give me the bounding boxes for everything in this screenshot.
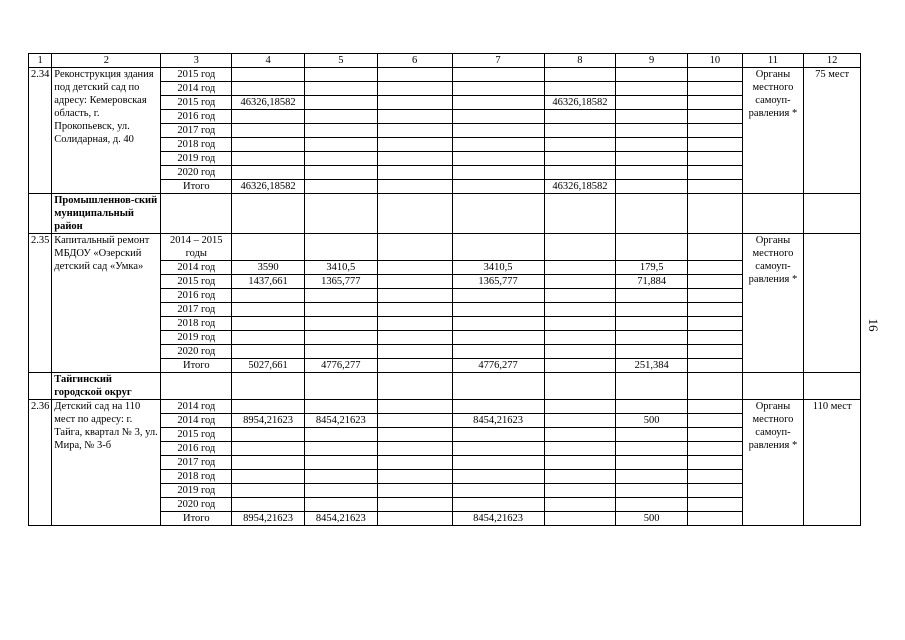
amount-cell (688, 414, 743, 428)
amount-cell (688, 317, 743, 331)
amount-cell (452, 152, 544, 166)
amount-cell (688, 512, 743, 526)
amount-cell (616, 456, 688, 470)
amount-cell (616, 96, 688, 110)
year-cell: 2015 год (161, 96, 232, 110)
amount-cell (452, 96, 544, 110)
amount-cell (616, 234, 688, 261)
table-row (29, 400, 861, 414)
amount-cell (377, 470, 452, 484)
amount-cell (544, 68, 616, 82)
amount-cell: 46326,18582 (544, 96, 616, 110)
amount-cell (688, 484, 743, 498)
amount-cell (377, 275, 452, 289)
amount-cell (304, 442, 377, 456)
amount-cell (452, 456, 544, 470)
amount-cell (616, 110, 688, 124)
amount-cell (304, 484, 377, 498)
amount-cell (232, 110, 305, 124)
amount-cell (377, 166, 452, 180)
column-number-header: 1 (29, 54, 52, 68)
amount-cell: 46326,18582 (232, 180, 305, 194)
column-number-header: 5 (304, 54, 377, 68)
amount-cell (232, 152, 305, 166)
amount-cell (544, 331, 616, 345)
amount-cell (544, 512, 616, 526)
amount-cell: 8954,21623 (232, 512, 305, 526)
year-cell: 2017 год (161, 456, 232, 470)
amount-cell (544, 289, 616, 303)
amount-cell (304, 68, 377, 82)
amount-cell (544, 345, 616, 359)
amount-cell (688, 275, 743, 289)
program-table (28, 53, 861, 526)
empty-cell (232, 373, 305, 400)
amount-cell (544, 484, 616, 498)
amount-cell (452, 484, 544, 498)
amount-cell (377, 414, 452, 428)
item-number: 2.35 (29, 234, 52, 373)
table-body (29, 54, 861, 526)
amount-cell (688, 152, 743, 166)
year-cell: 2020 год (161, 498, 232, 512)
empty-cell (544, 373, 616, 400)
amount-cell (544, 414, 616, 428)
amount-cell (377, 331, 452, 345)
amount-cell (544, 498, 616, 512)
empty-cell (616, 194, 688, 234)
amount-cell (304, 470, 377, 484)
amount-cell (688, 124, 743, 138)
year-cell: 2017 год (161, 124, 232, 138)
amount-cell (616, 303, 688, 317)
amount-cell (688, 289, 743, 303)
year-cell: Итого (161, 512, 232, 526)
empty-cell (377, 194, 452, 234)
amount-cell (544, 110, 616, 124)
empty-cell (452, 194, 544, 234)
amount-cell (304, 96, 377, 110)
amount-cell (544, 470, 616, 484)
amount-cell (452, 498, 544, 512)
empty-cell (742, 194, 804, 234)
year-cell: Итого (161, 180, 232, 194)
amount-cell (616, 345, 688, 359)
amount-cell (452, 289, 544, 303)
amount-cell (452, 166, 544, 180)
amount-cell (544, 317, 616, 331)
amount-cell (304, 166, 377, 180)
amount-cell (377, 138, 452, 152)
amount-cell (616, 180, 688, 194)
amount-cell (377, 303, 452, 317)
amount-cell (452, 110, 544, 124)
amount-cell (452, 303, 544, 317)
amount-cell (232, 345, 305, 359)
amount-cell (452, 317, 544, 331)
amount-cell: 8454,21623 (304, 414, 377, 428)
amount-cell (616, 152, 688, 166)
amount-cell (232, 400, 305, 414)
empty-cell (544, 194, 616, 234)
amount-cell (232, 470, 305, 484)
year-cell: 2014 год (161, 82, 232, 96)
amount-cell (377, 456, 452, 470)
amount-cell (377, 152, 452, 166)
amount-cell (544, 124, 616, 138)
amount-cell (688, 456, 743, 470)
amount-cell (232, 442, 305, 456)
year-cell: 2014 – 2015 годы (161, 234, 232, 261)
empty-cell (616, 373, 688, 400)
amount-cell: 46326,18582 (232, 96, 305, 110)
empty-cell (452, 373, 544, 400)
column-number-header: 6 (377, 54, 452, 68)
amount-cell (377, 96, 452, 110)
amount-cell (304, 124, 377, 138)
table-row (29, 234, 861, 261)
amount-cell (616, 470, 688, 484)
amount-cell (544, 442, 616, 456)
amount-cell (377, 82, 452, 96)
amount-cell (688, 138, 743, 152)
amount-cell (616, 317, 688, 331)
amount-cell (452, 180, 544, 194)
amount-cell (232, 68, 305, 82)
amount-cell (616, 124, 688, 138)
amount-cell: 3410,5 (304, 261, 377, 275)
year-cell: 2016 год (161, 110, 232, 124)
amount-cell (544, 303, 616, 317)
amount-cell (544, 82, 616, 96)
amount-cell: 500 (616, 414, 688, 428)
amount-cell (616, 289, 688, 303)
amount-cell (452, 331, 544, 345)
amount-cell (616, 82, 688, 96)
amount-cell (377, 234, 452, 261)
amount-cell (232, 166, 305, 180)
amount-cell (688, 331, 743, 345)
amount-cell (377, 498, 452, 512)
amount-cell (688, 234, 743, 261)
amount-cell (232, 484, 305, 498)
section-row (29, 373, 861, 400)
amount-cell (688, 470, 743, 484)
amount-cell (304, 289, 377, 303)
amount-cell (616, 166, 688, 180)
amount-cell (304, 317, 377, 331)
responsible-agency: Органы местного самоуп-равления * (742, 68, 804, 194)
empty-cell (804, 373, 861, 400)
column-number-header: 12 (804, 54, 861, 68)
amount-cell (232, 317, 305, 331)
amount-cell (232, 498, 305, 512)
amount-cell (452, 345, 544, 359)
amount-cell (232, 124, 305, 138)
amount-cell (616, 484, 688, 498)
amount-cell (377, 345, 452, 359)
capacity-cell (804, 234, 861, 373)
amount-cell (616, 68, 688, 82)
amount-cell (688, 345, 743, 359)
capacity-cell: 110 мест (804, 400, 861, 526)
amount-cell (377, 428, 452, 442)
item-number: 2.34 (29, 68, 52, 194)
amount-cell (377, 261, 452, 275)
amount-cell (616, 428, 688, 442)
amount-cell (688, 96, 743, 110)
amount-cell (232, 82, 305, 96)
amount-cell (688, 498, 743, 512)
empty-cell (29, 373, 52, 400)
section-title: Промышленнов-ский муниципальный район (52, 194, 161, 234)
amount-cell (616, 400, 688, 414)
amount-cell (304, 152, 377, 166)
empty-cell (804, 194, 861, 234)
year-cell: 2015 год (161, 68, 232, 82)
amount-cell (377, 317, 452, 331)
amount-cell (544, 234, 616, 261)
capacity-cell: 75 мест (804, 68, 861, 194)
column-number-header: 10 (688, 54, 743, 68)
empty-cell (29, 194, 52, 234)
empty-cell (161, 373, 232, 400)
amount-cell (304, 456, 377, 470)
year-cell: 2016 год (161, 289, 232, 303)
amount-cell (688, 303, 743, 317)
header-row (29, 54, 861, 68)
amount-cell (232, 289, 305, 303)
amount-cell (688, 359, 743, 373)
amount-cell (688, 110, 743, 124)
year-cell: 2020 год (161, 345, 232, 359)
column-number-header: 11 (742, 54, 804, 68)
amount-cell: 8454,21623 (452, 414, 544, 428)
item-name: Реконструкция здания под детский сад по адресу: Кемеровская область, г. Прокопьевск, ул. Солидарная, д. 40 (52, 68, 161, 194)
year-cell: 2014 год (161, 414, 232, 428)
year-cell: 2018 год (161, 317, 232, 331)
amount-cell (377, 400, 452, 414)
amount-cell (377, 110, 452, 124)
column-number-header: 8 (544, 54, 616, 68)
amount-cell (452, 428, 544, 442)
amount-cell: 4776,277 (452, 359, 544, 373)
amount-cell (616, 442, 688, 456)
amount-cell (688, 261, 743, 275)
year-cell: Итого (161, 359, 232, 373)
amount-cell: 5027,661 (232, 359, 305, 373)
amount-cell (304, 331, 377, 345)
amount-cell (232, 138, 305, 152)
amount-cell: 4776,277 (304, 359, 377, 373)
amount-cell (304, 303, 377, 317)
year-cell: 2014 год (161, 400, 232, 414)
year-cell: 2015 год (161, 428, 232, 442)
amount-cell (688, 180, 743, 194)
amount-cell (688, 82, 743, 96)
amount-cell: 179,5 (616, 261, 688, 275)
amount-cell (304, 180, 377, 194)
amount-cell (377, 68, 452, 82)
amount-cell (544, 275, 616, 289)
amount-cell: 500 (616, 512, 688, 526)
amount-cell (304, 138, 377, 152)
amount-cell: 8454,21623 (452, 512, 544, 526)
amount-cell (616, 498, 688, 512)
amount-cell (304, 345, 377, 359)
amount-cell (544, 261, 616, 275)
amount-cell: 8454,21623 (304, 512, 377, 526)
amount-cell (232, 331, 305, 345)
empty-cell (742, 373, 804, 400)
amount-cell (544, 400, 616, 414)
amount-cell (544, 428, 616, 442)
amount-cell (616, 331, 688, 345)
amount-cell (544, 359, 616, 373)
column-number-header: 2 (52, 54, 161, 68)
amount-cell (452, 442, 544, 456)
amount-cell (688, 428, 743, 442)
amount-cell (452, 82, 544, 96)
year-cell: 2016 год (161, 442, 232, 456)
year-cell: 2017 год (161, 303, 232, 317)
amount-cell (544, 456, 616, 470)
amount-cell (377, 124, 452, 138)
amount-cell (304, 82, 377, 96)
column-number-header: 4 (232, 54, 305, 68)
responsible-agency: Органы местного самоуп-равления * (742, 234, 804, 373)
amount-cell (544, 166, 616, 180)
responsible-agency: Органы местного самоуп-равления * (742, 400, 804, 526)
amount-cell: 1365,777 (304, 275, 377, 289)
item-number: 2.36 (29, 400, 52, 526)
amount-cell: 1365,777 (452, 275, 544, 289)
amount-cell: 3410,5 (452, 261, 544, 275)
amount-cell: 3590 (232, 261, 305, 275)
empty-cell (161, 194, 232, 234)
empty-cell (304, 194, 377, 234)
amount-cell (452, 234, 544, 261)
amount-cell (688, 400, 743, 414)
amount-cell (377, 289, 452, 303)
amount-cell: 46326,18582 (544, 180, 616, 194)
amount-cell (304, 498, 377, 512)
amount-cell (377, 484, 452, 498)
amount-cell (616, 138, 688, 152)
section-title: Тайгинский городской округ (52, 373, 161, 400)
amount-cell (544, 138, 616, 152)
amount-cell (232, 234, 305, 261)
amount-cell: 1437,661 (232, 275, 305, 289)
empty-cell (377, 373, 452, 400)
amount-cell: 251,384 (616, 359, 688, 373)
year-cell: 2018 год (161, 470, 232, 484)
amount-cell (232, 428, 305, 442)
amount-cell (304, 400, 377, 414)
amount-cell (452, 400, 544, 414)
amount-cell (377, 442, 452, 456)
amount-cell (304, 110, 377, 124)
empty-cell (688, 194, 743, 234)
year-cell: 2019 год (161, 484, 232, 498)
column-number-header: 3 (161, 54, 232, 68)
year-cell: 2019 год (161, 331, 232, 345)
amount-cell (232, 456, 305, 470)
year-cell: 2014 год (161, 261, 232, 275)
table-row (29, 68, 861, 82)
amount-cell (232, 303, 305, 317)
amount-cell (688, 68, 743, 82)
empty-cell (304, 373, 377, 400)
amount-cell (304, 428, 377, 442)
empty-cell (232, 194, 305, 234)
section-row (29, 194, 861, 234)
year-cell: 2015 год (161, 275, 232, 289)
item-name: Капитальный ремонт МБДОУ «Озерский детский сад «Умка» (52, 234, 161, 373)
empty-cell (688, 373, 743, 400)
amount-cell (452, 68, 544, 82)
column-number-header: 7 (452, 54, 544, 68)
column-number-header: 9 (616, 54, 688, 68)
amount-cell: 71,884 (616, 275, 688, 289)
amount-cell (377, 359, 452, 373)
year-cell: 2018 год (161, 138, 232, 152)
amount-cell (304, 234, 377, 261)
amount-cell (688, 442, 743, 456)
year-cell: 2019 год (161, 152, 232, 166)
amount-cell (544, 152, 616, 166)
amount-cell (452, 124, 544, 138)
year-cell: 2020 год (161, 166, 232, 180)
page-number: 16 (866, 318, 881, 332)
amount-cell (377, 512, 452, 526)
item-name: Детский сад на 110 мест по адресу: г. Тайга, квартал № 3, ул. Мира, № 3-б (52, 400, 161, 526)
amount-cell: 8954,21623 (232, 414, 305, 428)
amount-cell (452, 470, 544, 484)
amount-cell (377, 180, 452, 194)
amount-cell (452, 138, 544, 152)
amount-cell (688, 166, 743, 180)
